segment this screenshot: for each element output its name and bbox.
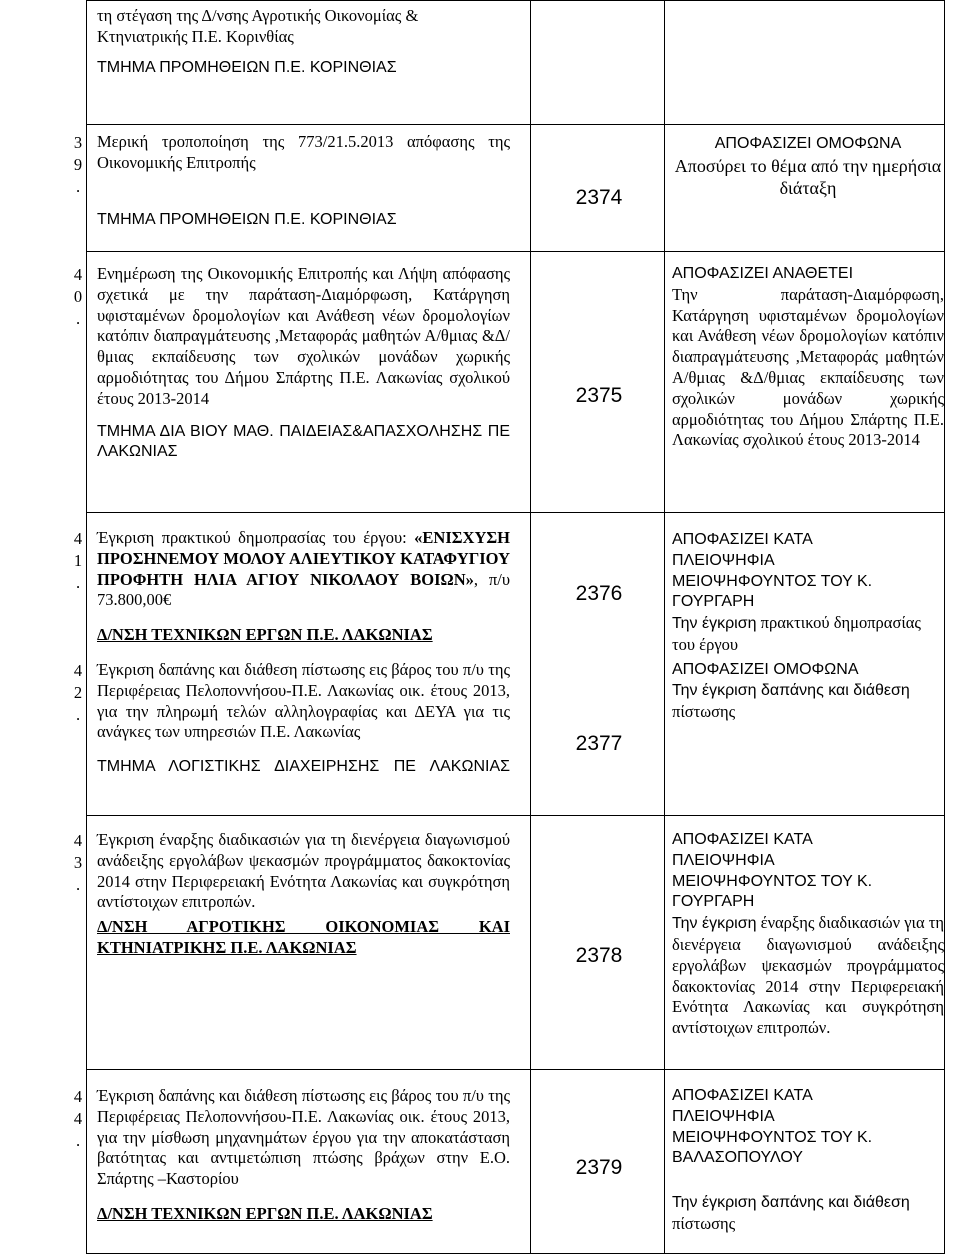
row43-decision-heading: ΑΠΟΦΑΣΙΖΕΙ ΚΑΤΑ ΠΛΕΙΟΨΗΦΙΑ ΜΕΙΟΨΗΦΟΥΝΤΟΣ ΤΟΥ Κ. ΓΟΥΡΓΑΡΗ	[672, 831, 873, 911]
row0-desc-line1: τη στέγαση της Δ/νσης Αγροτικής Οικονομίας &	[97, 6, 419, 25]
row42-desc-text: Έγκριση δαπάνης και διάθεση πίστωσης εις βάρος του π/υ της Περιφέρειας Πελοποννήσου-Π.Ε. Λακωνίας οικ. έτους 2013, για την πληρωμή τελών αλληλογραφίας και ΔΕΥΑ για τις ανάγκες των υπηρεσιών Π.Ε. Λακωνίας	[97, 660, 510, 742]
row-divider	[86, 1253, 944, 1254]
row40-description	[97, 264, 510, 463]
row43-number: 4 3 .	[73, 831, 83, 894]
row43-decision-body	[672, 913, 944, 1039]
row42-decision-number: 2377	[575, 732, 623, 755]
row-divider	[86, 124, 944, 125]
row39-decision-number: 2374	[575, 186, 623, 209]
row0-department: ΤΜΗΜΑ ΠΡΟΜΗΘΕΙΩΝ Π.Ε. ΚΟΡΙΝΘΙΑΣ	[97, 58, 397, 76]
row0-desc-line2: Κτηνιατρικής Π.Ε. Κορινθίας	[97, 26, 294, 46]
col-divider	[86, 0, 87, 1254]
row44-department: Δ/ΝΣΗ ΤΕΧΝΙΚΩΝ ΕΡΓΩΝ Π.Ε. ΛΑΚΩΝΙΑΣ	[97, 1203, 433, 1223]
row40-desc-text: Ενημέρωση της Οικονομικής Επιτροπής και Λήψη απόφασης σχετικά με την παράταση-Διαμόρφωση, Κατάργηση υφισταμένων δρομολογίων και Ανάθεση νέων δρομολογίων κατόπιν διαπραγμάτευσης ,Μεταφοράς μαθητών Α/θμιας &Δ/θμιας εκπαίδευσης των σχολικών μονάδων χωρικής αρμοδιότητας του Δήμου Σπάρτης Π.Ε. Λακωνίας σχολικού έτους 2013-2014	[97, 264, 510, 408]
row44-decision-number: 2379	[575, 1156, 623, 1179]
row42-decision-heading: ΑΠΟΦΑΣΙΖΕΙ ΟΜΟΦΩΝΑ	[672, 661, 859, 678]
row44-decision	[672, 1086, 944, 1235]
row44-decision-text: πίστωσης	[672, 1213, 736, 1233]
row43-decision-lead: Την έγκριση	[672, 915, 757, 933]
row40-department: ΤΜΗΜΑ ΔΙΑ ΒΙΟΥ ΜΑΘ. ΠΑΙΔΕΙΑΣ&ΑΠΑΣΧΟΛΗΣΗΣ ΠΕ ΛΑΚΩΝΙΑΣ	[97, 422, 510, 461]
row40-decision-heading: ΑΠΟΦΑΣΙΖΕΙ ΑΝΑΘΕΤΕΙ	[672, 265, 854, 282]
col-divider	[530, 0, 531, 1254]
row-divider	[86, 251, 944, 252]
row43-decision-number: 2378	[575, 944, 623, 967]
row44-description	[97, 1086, 510, 1225]
row-divider	[86, 512, 944, 513]
row39-number: 3 9 .	[73, 133, 83, 196]
row42-department: ΤΜΗΜΑ ΛΟΓΙΣΤΙΚΗΣ ΔΙΑΧΕΙΡΗΣΗΣ ΠΕ ΛΑΚΩΝΙΑΣ	[97, 758, 510, 776]
row40-decision-number: 2375	[575, 384, 623, 407]
row44-number: 4 4 .	[73, 1087, 83, 1150]
row43-desc-text: Έγκριση έναρξης διαδικασιών για τη διενέργεια διαγωνισμού ανάδειξης εργολάβων ψεκασμών προγράμματος δακοκτονίας 2014 στην Περιφερειακή Ενότητα Λακωνίας και συγκρότηση αντίστοιχων επιτροπών.	[97, 830, 510, 912]
row41-desc-text	[97, 528, 510, 611]
row39-decision	[672, 134, 944, 199]
row41-desc-project: «ΕΝΙΣΧΥΣΗ ΠΡΟΣΗΝΕΜΟΥ ΜΟΛΟΥ ΑΛΙΕΥΤΙΚΟΥ ΚΑΤΑΦΥΓΙΟΥ ΠΡΟΦΗΤΗ ΗΛΙΑ ΑΓΙΟΥ ΝΙΚΟΛΑΟΥ ΒΟΙΩΝ»	[97, 528, 510, 589]
row41-desc-plain: Έγκριση πρακτικού δημοπρασίας του έργου:	[97, 528, 415, 547]
row42-number: 4 2 .	[73, 661, 83, 724]
row39-desc-text: Μερική τροποποίηση της 773/21.5.2013 απόφασης της Οικονομικής Επιτροπής	[97, 132, 510, 172]
row44-decision-lead: Την έγκριση δαπάνης και διάθεση	[672, 1194, 910, 1212]
row-divider	[86, 1069, 944, 1070]
row44-desc-text: Έγκριση δαπάνης και διάθεση πίστωσης εις βάρος του π/υ της Περιφέρειας Πελοποννήσου-Π.Ε. Λακωνίας οικ. έτους 2013, για την μίσθωση μηχανημάτων έργου για την αποκατάσταση βατότητας και αντιμετώπιση πτώσης βράχων στην Ε.Ο. Σπάρτης –Καστορίου	[97, 1086, 510, 1189]
row43-department: Δ/ΝΣΗ ΑΓΡΟΤΙΚΗΣ ΟΙΚΟΝΟΜΙΑΣ ΚΑΙ ΚΤΗΝΙΑΤΡΙΚΗΣ Π.Ε. ΛΑΚΩΝΙΑΣ	[97, 917, 510, 957]
row40-decision	[672, 264, 944, 451]
row41-decision-body	[672, 613, 944, 656]
col-divider	[944, 0, 945, 1254]
row41-description	[97, 528, 510, 646]
row41-department: Δ/ΝΣΗ ΤΕΧΝΙΚΩΝ ΕΡΓΩΝ Π.Ε. ΛΑΚΩΝΙΑΣ	[97, 625, 433, 645]
row41-decision-heading: ΑΠΟΦΑΣΙΖΕΙ ΚΑΤΑ ΠΛΕΙΟΨΗΦΙΑ ΜΕΙΟΨΗΦΟΥΝΤΟΣ ΤΟΥ Κ. ΓΟΥΡΓΑΡΗ	[672, 531, 873, 611]
row41-decision-lead: Την έγκριση	[672, 615, 757, 633]
row39-decision-text: Αποσύρει το θέμα από την ημερήσια διάταξη	[674, 155, 942, 198]
row43-decision-text: έναρξης διαδικασιών για τη διενέργεια διαγωνισμού ανάδειξης εργολάβων ψεκασμών προγράμματος δακοκτονίας 2014 στην Περιφερειακή Ενότητα Λακωνίας και συγκρότηση αντίστοιχων επιτροπών.	[672, 913, 944, 1038]
col-divider	[664, 0, 665, 1254]
row42-description	[97, 660, 510, 778]
row41-decision-number: 2376	[575, 582, 623, 605]
row39-description	[97, 132, 510, 230]
row42-decision	[672, 660, 944, 722]
row41-decision	[672, 530, 944, 656]
row44-decision-heading: ΑΠΟΦΑΣΙΖΕΙ ΚΑΤΑ ΠΛΕΙΟΨΗΦΙΑ ΜΕΙΟΨΗΦΟΥΝΤΟΣ ΤΟΥ Κ. ΒΑΛΑΣΟΠΟΥΛΟΥ	[672, 1087, 873, 1167]
row41-number: 4 1 .	[73, 529, 83, 592]
row-divider	[86, 815, 944, 816]
row41-desc-tail: , π/υ 73.800,00€	[97, 569, 510, 610]
row-divider	[86, 0, 944, 1]
row39-department: ΤΜΗΜΑ ΠΡΟΜΗΘΕΙΩΝ Π.Ε. ΚΟΡΙΝΘΙΑΣ	[97, 210, 397, 228]
row41-decision-text: πρακτικού δημοπρασίας του έργου	[672, 613, 921, 654]
row42-decision-lead: Την έγκριση δαπάνης και διάθεση	[672, 681, 910, 699]
row0-description	[97, 6, 510, 78]
row39-decision-heading: ΑΠΟΦΑΣΙΖΕΙ ΟΜΟΦΩΝΑ	[714, 135, 902, 152]
row43-decision	[672, 830, 944, 1039]
row40-number: 4 0 .	[73, 265, 83, 328]
row43-description	[97, 830, 510, 959]
row42-decision-text: πίστωσης	[672, 701, 736, 721]
row40-decision-text: Την παράταση-Διαμόρφωση, Κατάργηση υφισταμένων δρομολογίων και Ανάθεση νέων δρομολογίων κατόπιν διαπραγμάτευσης ,Μεταφοράς μαθητών Α/θμιας &Δ/θμιας εκπαίδευσης των σχολικών μονάδων χωρικής αρμοδιότητας του Δήμου Σπάρτης Π.Ε. Λακωνίας σχολικού έτους 2013-2014	[672, 284, 944, 450]
